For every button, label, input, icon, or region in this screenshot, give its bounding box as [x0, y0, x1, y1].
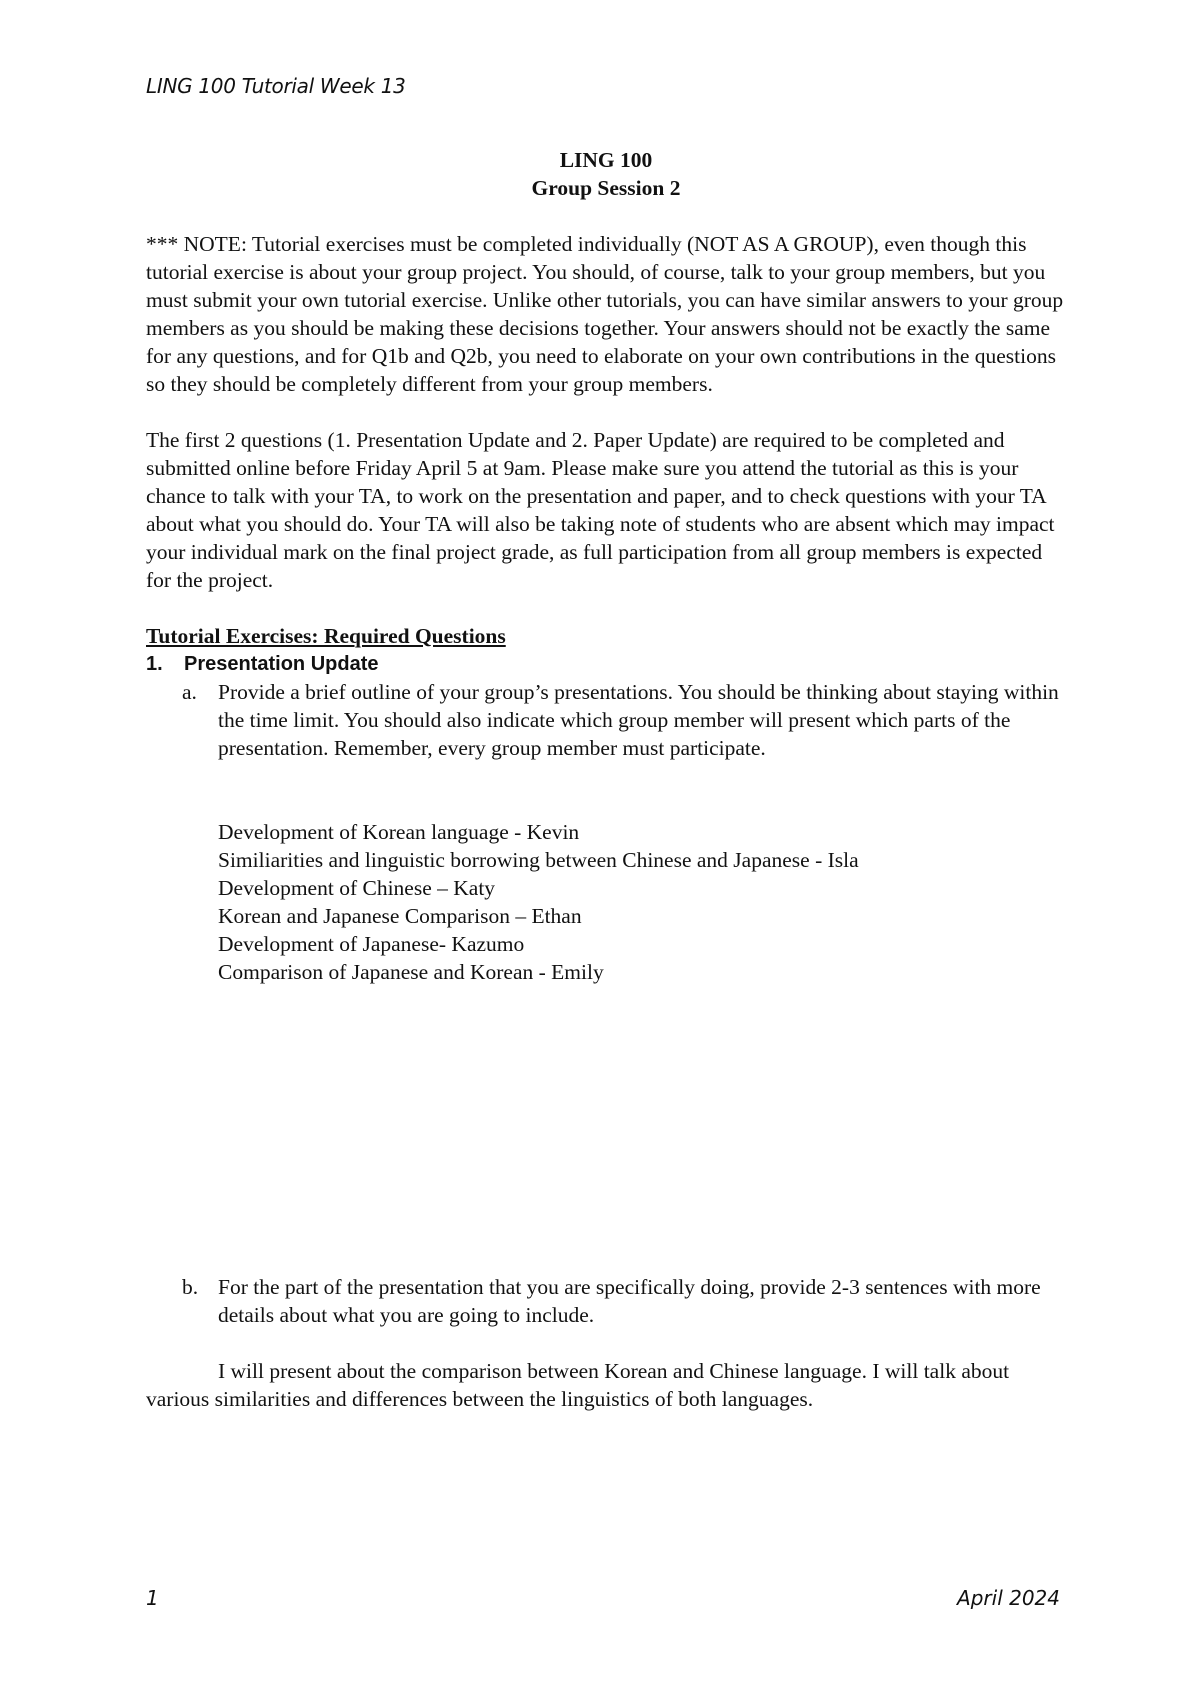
question-1b-text: For the part of the presentation that you are specifically doing, provide 2-3 sentences with more details about what you are going to include.: [218, 1275, 1041, 1327]
question-1b-letter: b.: [182, 1275, 199, 1299]
intro-paragraph: The first 2 questions (1. Presentation Update and 2. Paper Update) are required to be completed and submitted online before Friday April 5 at 9am. Please make sure you attend the tutorial as this is your chance to talk with your TA, to work on the presentation and paper, and to check questions with your TA about what you should do. Your TA will also be taking note of students who are absent which may impact your individual mark on the final project grade, as full participation from all group members is expected for the project.: [146, 428, 1055, 592]
question-1a-letter: a.: [182, 680, 197, 704]
question-1b: [182, 1273, 1066, 1329]
page-header: LING 100 Tutorial Week 13: [146, 74, 406, 98]
note-paragraph: *** NOTE: Tutorial exercises must be completed individually (NOT AS A GROUP), even though this tutorial exercise is about your group project. You should, of course, talk to your group members, but you must submit your own tutorial exercise. Unlike other tutorials, you can have similar answers to your group members as you should be making these decisions together. Your answers should not be exactly the same for any questions, and for Q1b and Q2b, you need to elaborate on your own contributions in the questions so they should be completely different from your group members.: [146, 232, 1064, 396]
list-item: Development of Japanese- Kazumo: [218, 932, 525, 956]
question-1-heading: [146, 650, 1066, 678]
list-item: Development of Chinese – Katy: [218, 876, 496, 900]
question-1a: [182, 678, 1066, 762]
list-item: Comparison of Japanese and Korean - Emily: [218, 960, 604, 984]
document-title: LING 100: [559, 148, 653, 172]
answer-1b: I will present about the comparison between Korean and Chinese language. I will talk about various similarities and differences between the linguistics of both languages.: [146, 1359, 1010, 1411]
page-number: 1: [146, 1586, 159, 1610]
answer-1a-list: [218, 818, 1066, 986]
document-body: [146, 146, 1066, 1413]
list-item: Development of Korean language - Kevin: [218, 820, 580, 844]
question-1-title: Presentation Update: [184, 653, 379, 675]
list-item: Korean and Japanese Comparison – Ethan: [218, 904, 582, 928]
question-1a-text: Provide a brief outline of your group’s presentations. You should be thinking about staying within the time limit. You should also indicate which group member will present which parts of the presentation. Remember, every group member must participate.: [218, 680, 1059, 760]
question-1-number: 1.: [146, 653, 163, 675]
footer-date: April 2024: [957, 1586, 1060, 1610]
section-heading: Tutorial Exercises: Required Questions: [146, 624, 506, 648]
document-subtitle: Group Session 2: [531, 176, 681, 200]
list-item: Similiarities and linguistic borrowing between Chinese and Japanese - Isla: [218, 848, 859, 872]
